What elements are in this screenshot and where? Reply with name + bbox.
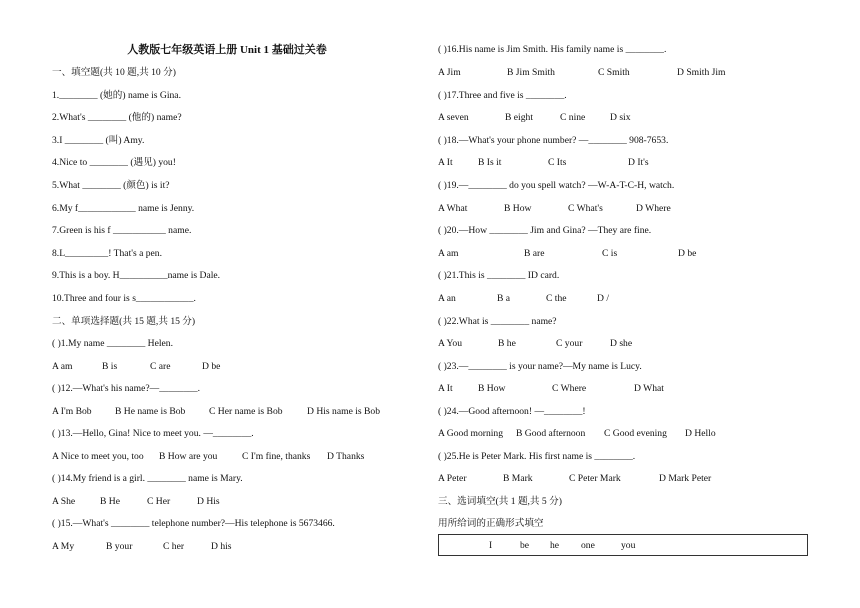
option-b: B He name is Bob bbox=[115, 406, 186, 417]
option-c: C the bbox=[546, 293, 567, 304]
option-a: A You bbox=[438, 338, 463, 349]
fill-blank-item: 8.L_________! That's a pen. bbox=[52, 248, 162, 259]
option-d: D Mark Peter bbox=[659, 473, 712, 484]
option-a: A It bbox=[438, 383, 453, 394]
option-d: D six bbox=[610, 112, 631, 123]
section3-instruction: 用所给词的正确形式填空 bbox=[438, 518, 544, 529]
option-c: C Peter Mark bbox=[569, 473, 621, 484]
option-c: C I'm fine, thanks bbox=[242, 451, 311, 462]
option-b: B How bbox=[478, 383, 506, 394]
option-b: B a bbox=[497, 293, 511, 304]
fill-blank-item: 10.Three and four is s____________. bbox=[52, 293, 196, 304]
question-stem: ( )19.—________ do you spell watch? —W-A-T-C-H, watch. bbox=[438, 180, 675, 191]
option-b: B is bbox=[102, 361, 118, 372]
fill-blank-item: 6.My f____________ name is Jenny. bbox=[52, 203, 195, 214]
question-stem: ( )24.—Good afternoon! —________! bbox=[438, 406, 586, 417]
word-bank-word: you bbox=[621, 540, 636, 551]
fill-blank-item: 5.What ________ (颜色) is it? bbox=[52, 180, 170, 191]
option-a: A What bbox=[438, 203, 468, 214]
option-d: D Smith Jim bbox=[677, 67, 726, 78]
option-c: C her bbox=[163, 541, 185, 552]
option-c: C Smith bbox=[598, 67, 630, 78]
option-c: C Her bbox=[147, 496, 171, 507]
option-a: A am bbox=[438, 248, 459, 259]
option-a: A seven bbox=[438, 112, 469, 123]
option-a: A She bbox=[52, 496, 76, 507]
option-c: C Good evening bbox=[604, 428, 667, 439]
fill-blank-item: 1.________ (她的) name is Gina. bbox=[52, 90, 181, 101]
section3-heading: 三、选词填空(共 1 题,共 5 分) bbox=[438, 496, 562, 507]
option-a: A Jim bbox=[438, 67, 461, 78]
question-stem: ( )12.—What's his name?—________. bbox=[52, 383, 201, 394]
option-a: A am bbox=[52, 361, 73, 372]
question-stem: ( )21.This is ________ ID card. bbox=[438, 270, 560, 281]
option-a: A Good morning bbox=[438, 428, 504, 439]
option-a: A My bbox=[52, 541, 75, 552]
page-title: 人教版七年级英语上册 Unit 1 基础过关卷 bbox=[127, 44, 327, 56]
option-d: D his bbox=[211, 541, 232, 552]
option-c: C is bbox=[602, 248, 618, 259]
option-d: D His bbox=[197, 496, 220, 507]
option-b: B eight bbox=[505, 112, 533, 123]
option-b: B How bbox=[504, 203, 532, 214]
option-c: C Where bbox=[552, 383, 587, 394]
question-stem: ( )14.My friend is a girl. ________ name is Mary. bbox=[52, 473, 243, 484]
question-stem: ( )20.—How ________ Jim and Gina? —They are fine. bbox=[438, 225, 652, 236]
option-d: D be bbox=[202, 361, 221, 372]
option-b: B He bbox=[100, 496, 120, 507]
word-bank-word: be bbox=[520, 540, 530, 551]
word-bank-word: he bbox=[550, 540, 560, 551]
option-a: A Peter bbox=[438, 473, 467, 484]
option-d: D What bbox=[634, 383, 664, 394]
option-b: B are bbox=[524, 248, 545, 259]
option-a: A an bbox=[438, 293, 456, 304]
option-b: B Is it bbox=[478, 157, 502, 168]
fill-blank-item: 9.This is a boy. H__________name is Dale. bbox=[52, 270, 221, 281]
fill-blank-item: 4.Nice to ________ (遇见) you! bbox=[52, 157, 176, 168]
question-stem: ( )22.What is ________ name? bbox=[438, 316, 557, 327]
option-d: D His name is Bob bbox=[307, 406, 381, 417]
option-a: A Nice to meet you, too bbox=[52, 451, 144, 462]
question-stem: ( )13.—Hello, Gina! Nice to meet you. —________. bbox=[52, 428, 254, 439]
option-b: B he bbox=[498, 338, 516, 349]
fill-blank-item: 7.Green is his f ___________ name. bbox=[52, 225, 192, 236]
option-d: D be bbox=[678, 248, 697, 259]
word-bank-word: I bbox=[489, 540, 493, 551]
word-bank-word: one bbox=[581, 540, 595, 551]
option-c: C are bbox=[150, 361, 171, 372]
section1-heading: 一、填空题(共 10 题,共 10 分) bbox=[52, 67, 176, 78]
question-stem: ( )17.Three and five is ________. bbox=[438, 90, 567, 101]
question-stem: ( )23.—________ is your name?—My name is Lucy. bbox=[438, 361, 642, 372]
option-c: C nine bbox=[560, 112, 586, 123]
option-d: D she bbox=[610, 338, 633, 349]
option-c: C your bbox=[556, 338, 583, 349]
option-b: B your bbox=[106, 541, 133, 552]
option-c: C What's bbox=[568, 203, 603, 214]
option-d: D Where bbox=[636, 203, 671, 214]
option-d: D Thanks bbox=[327, 451, 365, 462]
question-stem: ( )25.He is Peter Mark. His first name is ________. bbox=[438, 451, 636, 462]
option-b: B Jim Smith bbox=[507, 67, 555, 78]
option-d: D Hello bbox=[685, 428, 716, 439]
option-b: B Mark bbox=[503, 473, 533, 484]
question-stem: ( )1.My name ________ Helen. bbox=[52, 338, 173, 349]
option-d: D It's bbox=[628, 157, 649, 168]
fill-blank-item: 2.What's ________ (他的) name? bbox=[52, 112, 182, 123]
question-stem: ( )15.—What's ________ telephone number?—His telephone is 5673466. bbox=[52, 518, 335, 529]
option-d: D / bbox=[597, 293, 609, 304]
option-a: A It bbox=[438, 157, 453, 168]
word-bank-box bbox=[438, 534, 808, 556]
option-b: B Good afternoon bbox=[516, 428, 586, 439]
question-stem: ( )16.His name is Jim Smith. His family name is ________. bbox=[438, 44, 667, 55]
option-c: C Her name is Bob bbox=[209, 406, 283, 417]
section2-heading: 二、单项选择题(共 15 题,共 15 分) bbox=[52, 316, 196, 327]
option-b: B How are you bbox=[159, 451, 218, 462]
option-c: C Its bbox=[548, 157, 567, 168]
fill-blank-item: 3.I ________ (叫) Amy. bbox=[52, 135, 145, 146]
option-a: A I'm Bob bbox=[52, 406, 92, 417]
question-stem: ( )18.—What's your phone number? —________ 908-7653. bbox=[438, 135, 669, 146]
